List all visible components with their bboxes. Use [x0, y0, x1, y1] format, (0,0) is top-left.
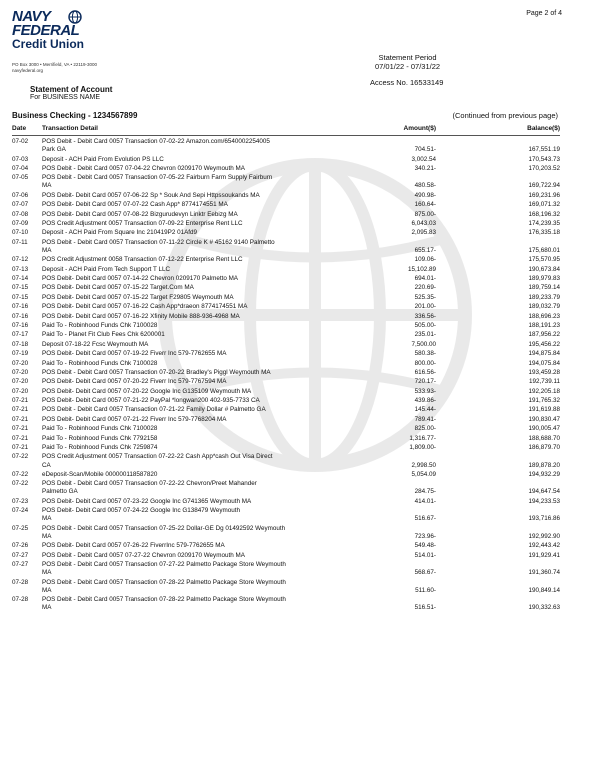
- row-detail: POS Debit - Debit Card 0057 Transaction 07-11-22 Circle K # 45162 9140 Palmetto: [42, 238, 275, 246]
- row-balance: 170,543.73: [528, 155, 560, 163]
- row-detail: Paid To - Robinhood Funds Chk 7100028: [42, 359, 158, 367]
- row-date: 07-24: [12, 507, 29, 515]
- statement-title: Statement of Account: [30, 85, 113, 94]
- row-balance: 192,443.42: [528, 542, 560, 550]
- row-detail: Paid To - Robinhood Funds Chk 7100028: [42, 321, 158, 329]
- row-balance: 189,032.79: [528, 303, 560, 311]
- row-detail: MA: [42, 182, 52, 190]
- row-amount: 525.35-: [414, 293, 436, 301]
- row-detail: Deposit - ACH Paid From Tech Support T LLC: [42, 265, 171, 273]
- row-balance: 169,071.32: [528, 201, 560, 209]
- row-detail: POS Debit - Debit Card 0057 Transaction 07-28-22 Palmetto Package Store Weymouth: [42, 578, 286, 586]
- row-amount: 580.38-: [414, 350, 436, 358]
- row-amount: 490.98-: [414, 191, 436, 199]
- row-balance: 190,830.47: [528, 415, 560, 423]
- row-detail: Deposit 07-18-22 Fcsc Weymouth MA: [42, 340, 149, 348]
- row-date: 07-22: [12, 470, 29, 478]
- row-amount: 720.17-: [414, 378, 436, 386]
- table-row: [12, 341, 560, 350]
- row-date: 07-09: [12, 219, 29, 227]
- row-date: 07-15: [12, 293, 29, 301]
- row-amount: 2,095.83: [411, 229, 436, 237]
- row-amount: 568.67-: [414, 569, 436, 577]
- row-detail: POS Debit - Debit Card 0057 Transaction 07-22-22 Chevron/Preet Mahander: [42, 480, 257, 488]
- row-detail: MA: [42, 246, 52, 254]
- row-detail: Deposit - ACH Paid From Evolution PS LLC: [42, 155, 164, 163]
- row-balance: 169,722.94: [528, 182, 560, 190]
- table-row: [12, 220, 560, 229]
- row-date: 07-04: [12, 164, 29, 172]
- row-balance: 175,570.95: [528, 256, 560, 264]
- row-date: 07-16: [12, 312, 29, 320]
- table-row: [12, 360, 560, 369]
- row-balance: 191,929.41: [528, 551, 560, 559]
- row-amount: 5,054.09: [411, 470, 436, 478]
- statement-period-label: Statement Period: [378, 53, 437, 62]
- row-amount: 220.69-: [414, 284, 436, 292]
- row-date: 07-21: [12, 406, 29, 414]
- table-row: [12, 275, 560, 284]
- row-detail: POS Debit- Debit Card 0057 07-20-22 Fiverr Inc 579-7767594 MA: [42, 378, 227, 386]
- row-balance: 190,005.47: [528, 425, 560, 433]
- row-amount: 516.51-: [414, 604, 436, 612]
- table-row: [12, 239, 560, 257]
- row-balance: 191,619.88: [528, 406, 560, 414]
- table-row: [12, 498, 560, 507]
- row-detail: POS Debit- Debit Card 0057 07-15-22 Target.Com MA: [42, 284, 194, 292]
- row-detail: POS Debit- Debit Card 0057 07-20-22 Google Inc G135109 Weymouth MA: [42, 387, 252, 395]
- row-detail: POS Credit Adjustment 0057 Transaction 07-09-22 Enterprise Rent LLC: [42, 219, 243, 227]
- row-detail: POS Credit Adjustment 0057 Transaction 07-22-22 Cash App*cash Out Visa Direct: [42, 453, 273, 461]
- row-amount: 723.96-: [414, 532, 436, 540]
- table-row: [12, 416, 560, 425]
- table-row: [12, 201, 560, 210]
- row-balance: 186,879.70: [528, 444, 560, 452]
- table-row: [12, 425, 560, 434]
- table-row: [12, 256, 560, 265]
- row-date: 07-20: [12, 378, 29, 386]
- row-detail: MA: [42, 604, 52, 612]
- logo-line-3: Credit Union: [12, 37, 84, 51]
- row-date: 07-12: [12, 256, 29, 264]
- table-row: [12, 165, 560, 174]
- table-row: [12, 435, 560, 444]
- row-date: 07-28: [12, 578, 29, 586]
- row-date: 07-18: [12, 340, 29, 348]
- row-amount: 201.00-: [414, 303, 436, 311]
- row-balance: 194,647.54: [528, 488, 560, 496]
- row-balance: 167,551.19: [528, 146, 560, 154]
- globe-icon: [68, 10, 82, 24]
- row-amount: 336.56-: [414, 312, 436, 320]
- row-detail: POS Debit- Debit Card 0057 07-21-22 PayPal *longwan200 402-935-7733 CA: [42, 397, 260, 405]
- row-detail: POS Debit - Debit Card 0057 07-27-22 Chevron 0209170 Weymouth MA: [42, 551, 245, 559]
- row-balance: 190,849.14: [528, 586, 560, 594]
- row-amount: 704.51-: [414, 146, 436, 154]
- row-amount: 439.86-: [414, 397, 436, 405]
- row-balance: 192,205.18: [528, 387, 560, 395]
- table-row: [12, 579, 560, 597]
- row-balance: 192,992.90: [528, 532, 560, 540]
- row-amount: 825.00-: [414, 425, 436, 433]
- row-detail: CA: [42, 461, 51, 469]
- table-row: [12, 480, 560, 498]
- row-balance: 194,932.29: [528, 470, 560, 478]
- row-detail: Deposit - ACH Paid From Square Inc 210419P2 01Afd9: [42, 229, 198, 237]
- row-balance: 188,191.23: [528, 321, 560, 329]
- table-row: [12, 552, 560, 561]
- row-amount: 160.64-: [414, 201, 436, 209]
- table-row: [12, 156, 560, 165]
- row-amount: 616.56-: [414, 368, 436, 376]
- row-amount: 414.01-: [414, 497, 436, 505]
- row-date: 07-22: [12, 480, 29, 488]
- row-date: 07-14: [12, 275, 29, 283]
- row-balance: 194,233.53: [528, 497, 560, 505]
- table-row: [12, 561, 560, 579]
- table-row: [12, 388, 560, 397]
- row-amount: 789.41-: [414, 415, 436, 423]
- row-detail: Park GA: [42, 146, 66, 154]
- row-date: 07-20: [12, 368, 29, 376]
- row-detail: POS Debit- Debit Card 0057 07-15-22 Target F29805 Weymouth MA: [42, 293, 234, 301]
- table-row: [12, 192, 560, 201]
- row-detail: POS Debit- Debit Card 0057 07-26-22 FiverrInc 579-7762655 MA: [42, 542, 225, 550]
- row-date: 07-02: [12, 138, 29, 145]
- row-balance: 176,335.18: [528, 229, 560, 237]
- table-row: [12, 322, 560, 331]
- row-balance: 189,759.14: [528, 284, 560, 292]
- table-row: [12, 596, 560, 614]
- table-row: [12, 266, 560, 275]
- row-amount: 505.00-: [414, 321, 436, 329]
- row-detail: POS Debit - Debit Card 0057 Transaction 07-02-22 Amazon.com/6540002254005: [42, 138, 270, 145]
- continued-note: (Continued from previous page): [452, 111, 558, 120]
- row-amount: 6,043.03: [411, 219, 436, 227]
- row-detail: POS Debit- Debit Card 0057 07-16-22 Xfinity Mobile 888-936-4968 MA: [42, 312, 240, 320]
- row-detail: POS Debit- Debit Card 0057 07-21-22 Fiverr Inc 579-7768204 MA: [42, 415, 227, 423]
- row-balance: 193,459.28: [528, 368, 560, 376]
- row-amount: 480.58-: [414, 182, 436, 190]
- row-detail: Palmetto GA: [42, 488, 78, 496]
- row-detail: POS Debit - Debit Card 0057 Transaction 07-25-22 Dollar-GE Dg 01492592 Weymouth: [42, 524, 286, 532]
- row-amount: 533.93-: [414, 387, 436, 395]
- address-block: [12, 62, 97, 74]
- row-date: 07-11: [12, 238, 28, 246]
- row-balance: 188,688.70: [528, 434, 560, 442]
- row-date: 07-25: [12, 524, 29, 532]
- header-date: Date: [12, 125, 27, 132]
- row-amount: 516.67-: [414, 515, 436, 523]
- row-detail: POS Debit- Debit Card 0057 07-16-22 Cash App*draeon 8774174551 MA: [42, 303, 248, 311]
- row-balance: 194,075.84: [528, 359, 560, 367]
- row-date: 07-21: [12, 415, 29, 423]
- row-amount: 145.44-: [414, 406, 436, 414]
- row-balance: 168,196.32: [528, 210, 560, 218]
- row-balance: 189,878.20: [528, 461, 560, 469]
- row-balance: 188,696.23: [528, 312, 560, 320]
- table-row: [12, 138, 560, 156]
- table-row: [12, 294, 560, 303]
- row-balance: 192,739.11: [528, 378, 560, 386]
- row-detail: MA: [42, 586, 52, 594]
- table-row: [12, 397, 560, 406]
- row-date: 07-21: [12, 444, 29, 452]
- table-row: [12, 507, 560, 525]
- row-amount: 284.75-: [414, 488, 436, 496]
- statement-period-value: 07/01/22 - 07/31/22: [375, 62, 441, 71]
- table-row: [12, 444, 560, 453]
- header-amount: Amount($): [403, 125, 436, 132]
- row-date: 07-23: [12, 497, 29, 505]
- row-detail: POS Debit- Debit Card 0057 07-19-22 Fiverr Inc 579-7762655 MA: [42, 350, 227, 358]
- row-detail: Paid To - Robinhood Funds Chk 7792158: [42, 434, 158, 442]
- row-date: 07-07: [12, 201, 29, 209]
- row-amount: 514.01-: [414, 551, 436, 559]
- row-balance: 189,233.79: [528, 293, 560, 301]
- table-row: [12, 303, 560, 312]
- row-amount: 3,002.54: [411, 155, 436, 163]
- row-detail: POS Debit - Debit Card 0057 Transaction 07-05-22 Fairburn Farm Supply Fairburn: [42, 174, 273, 182]
- row-date: 07-16: [12, 303, 29, 311]
- row-amount: 109.06-: [414, 256, 436, 264]
- table-row: [12, 378, 560, 387]
- header-detail: Transaction Detail: [42, 125, 98, 132]
- table-row: [12, 313, 560, 322]
- statement-period: [375, 53, 440, 71]
- table-row: [12, 542, 560, 551]
- address-line: PO Box 3000 • Merrifield, VA • 22119-3000: [12, 62, 98, 67]
- row-detail: POS Credit Adjustment 0058 Transaction 07-12-22 Enterprise Rent LLC: [42, 256, 243, 264]
- row-date: 07-27: [12, 561, 29, 568]
- table-row: [12, 406, 560, 415]
- row-balance: 195,456.22: [528, 340, 560, 348]
- table-row: [12, 369, 560, 378]
- page-number: Page 2 of 4: [526, 10, 562, 17]
- row-balance: 194,875.84: [528, 350, 560, 358]
- row-detail: POS Debit- Debit Card 0057 07-14-22 Chevron 0209170 Palmetto MA: [42, 275, 239, 283]
- row-detail: Paid To - Robinhood Funds Chk 7100028: [42, 425, 158, 433]
- logo-line-1: NAVY: [12, 8, 51, 25]
- account-holder: For BUSINESS NAME: [30, 94, 101, 101]
- row-detail: POS Debit- Debit Card 0057 07-23-22 Google Inc G741365 Weymouth MA: [42, 497, 252, 505]
- row-detail: POS Debit - Debit Card 0057 Transaction 07-28-22 Palmetto Package Store Weymouth: [42, 596, 286, 603]
- row-amount: 340.21-: [414, 164, 436, 172]
- row-date: 07-16: [12, 321, 29, 329]
- row-detail: POS Debit- Debit Card 0057 07-24-22 Google Inc G138479 Weymouth: [42, 507, 240, 515]
- access-number: Access No. 16533149: [370, 78, 444, 87]
- row-date: 07-20: [12, 387, 29, 395]
- row-date: 07-21: [12, 425, 29, 433]
- row-date: 07-03: [12, 155, 29, 163]
- row-detail: MA: [42, 569, 52, 577]
- table-row: [12, 174, 560, 192]
- header-divider: [12, 135, 560, 136]
- row-balance: 174,239.35: [528, 219, 560, 227]
- logo-line-2: FEDERAL: [12, 22, 80, 39]
- row-date: 07-17: [12, 331, 29, 339]
- header-balance: Balance($): [527, 125, 560, 132]
- row-detail: POS Debit- Debit Card 0057 07-07-22 Cash App* 8774174551 MA: [42, 201, 228, 209]
- row-balance: 190,673.84: [528, 265, 560, 273]
- row-detail: POS Debit - Debit Card 0057 Transaction 07-20-22 Bradley's Piggl Weymouth MA: [42, 368, 271, 376]
- row-balance: 187,956.22: [528, 331, 560, 339]
- row-amount: 511.60-: [415, 586, 436, 594]
- row-balance: 175,680.01: [528, 246, 560, 254]
- row-detail: POS Debit - Debit Card 0057 07-04-22 Chevron 0209170 Weymouth MA: [42, 164, 245, 172]
- row-date: 07-06: [12, 191, 29, 199]
- row-date: 07-20: [12, 359, 29, 367]
- row-date: 07-28: [12, 596, 29, 603]
- row-date: 07-08: [12, 210, 29, 218]
- row-detail: POS Debit- Debit Card 0057 07-06-22 Sp * Souk And Sepi Httpssoukands MA: [42, 191, 260, 199]
- table-row: [12, 350, 560, 359]
- row-detail: eDeposit-Scan/Mobile 000000118587820: [42, 470, 158, 478]
- row-date: 07-10: [12, 229, 29, 237]
- row-detail: POS Debit - Debit Card 0057 Transaction 07-27-22 Palmetto Package Store Weymouth: [42, 561, 286, 568]
- row-date: 07-22: [12, 453, 29, 461]
- row-amount: 1,809.00-: [409, 444, 436, 452]
- row-date: 07-21: [12, 434, 29, 442]
- row-amount: 15,102.89: [407, 265, 436, 273]
- row-date: 07-27: [12, 551, 29, 559]
- row-date: 07-26: [12, 542, 29, 550]
- table-row: [12, 525, 560, 543]
- row-amount: 694.01-: [414, 275, 436, 283]
- row-balance: 189,979.83: [528, 275, 560, 283]
- row-amount: 875.00-: [414, 210, 436, 218]
- row-detail: POS Debit- Debit Card 0057 07-08-22 Bizgurudevyn Linktr Eebizg MA: [42, 210, 238, 218]
- row-amount: 2,998.50: [411, 461, 436, 469]
- row-date: 07-21: [12, 397, 29, 405]
- table-row: [12, 331, 560, 340]
- row-balance: 193,716.86: [528, 515, 560, 523]
- row-detail: Paid To - Planet Fit Club Fees Chk 6200001: [42, 331, 165, 339]
- row-balance: 191,765.32: [528, 397, 560, 405]
- row-amount: 800.00-: [414, 359, 436, 367]
- transaction-table: [12, 138, 560, 614]
- row-amount: 1,316.77-: [409, 434, 436, 442]
- row-amount: 549.48-: [414, 542, 436, 550]
- row-detail: POS Debit - Debit Card 0057 Transaction 07-21-22 Family Dollar # Palmetto GA: [42, 406, 266, 414]
- row-detail: MA: [42, 515, 52, 523]
- section-title: Business Checking - 1234567899: [12, 111, 138, 120]
- table-row: [12, 229, 560, 238]
- row-date: 07-05: [12, 174, 29, 182]
- website-line: navyfederal.org: [12, 68, 44, 73]
- table-row: [12, 471, 560, 480]
- row-amount: 7,500.00: [411, 340, 436, 348]
- row-detail: Paid To - Robinhood Funds Chk 7259874: [42, 444, 158, 452]
- row-detail: MA: [42, 532, 52, 540]
- row-balance: 190,332.63: [528, 604, 560, 612]
- table-row: [12, 211, 560, 220]
- row-date: 07-13: [12, 265, 29, 273]
- navy-federal-logo: [12, 10, 92, 51]
- table-row: [12, 284, 560, 293]
- row-balance: 169,231.96: [528, 191, 560, 199]
- row-amount: 235.01-: [414, 331, 436, 339]
- row-date: 07-19: [12, 350, 29, 358]
- row-balance: 191,360.74: [528, 569, 560, 577]
- row-date: 07-15: [12, 284, 29, 292]
- row-balance: 170,203.52: [528, 164, 560, 172]
- table-row: [12, 453, 560, 471]
- row-amount: 655.17-: [414, 246, 436, 254]
